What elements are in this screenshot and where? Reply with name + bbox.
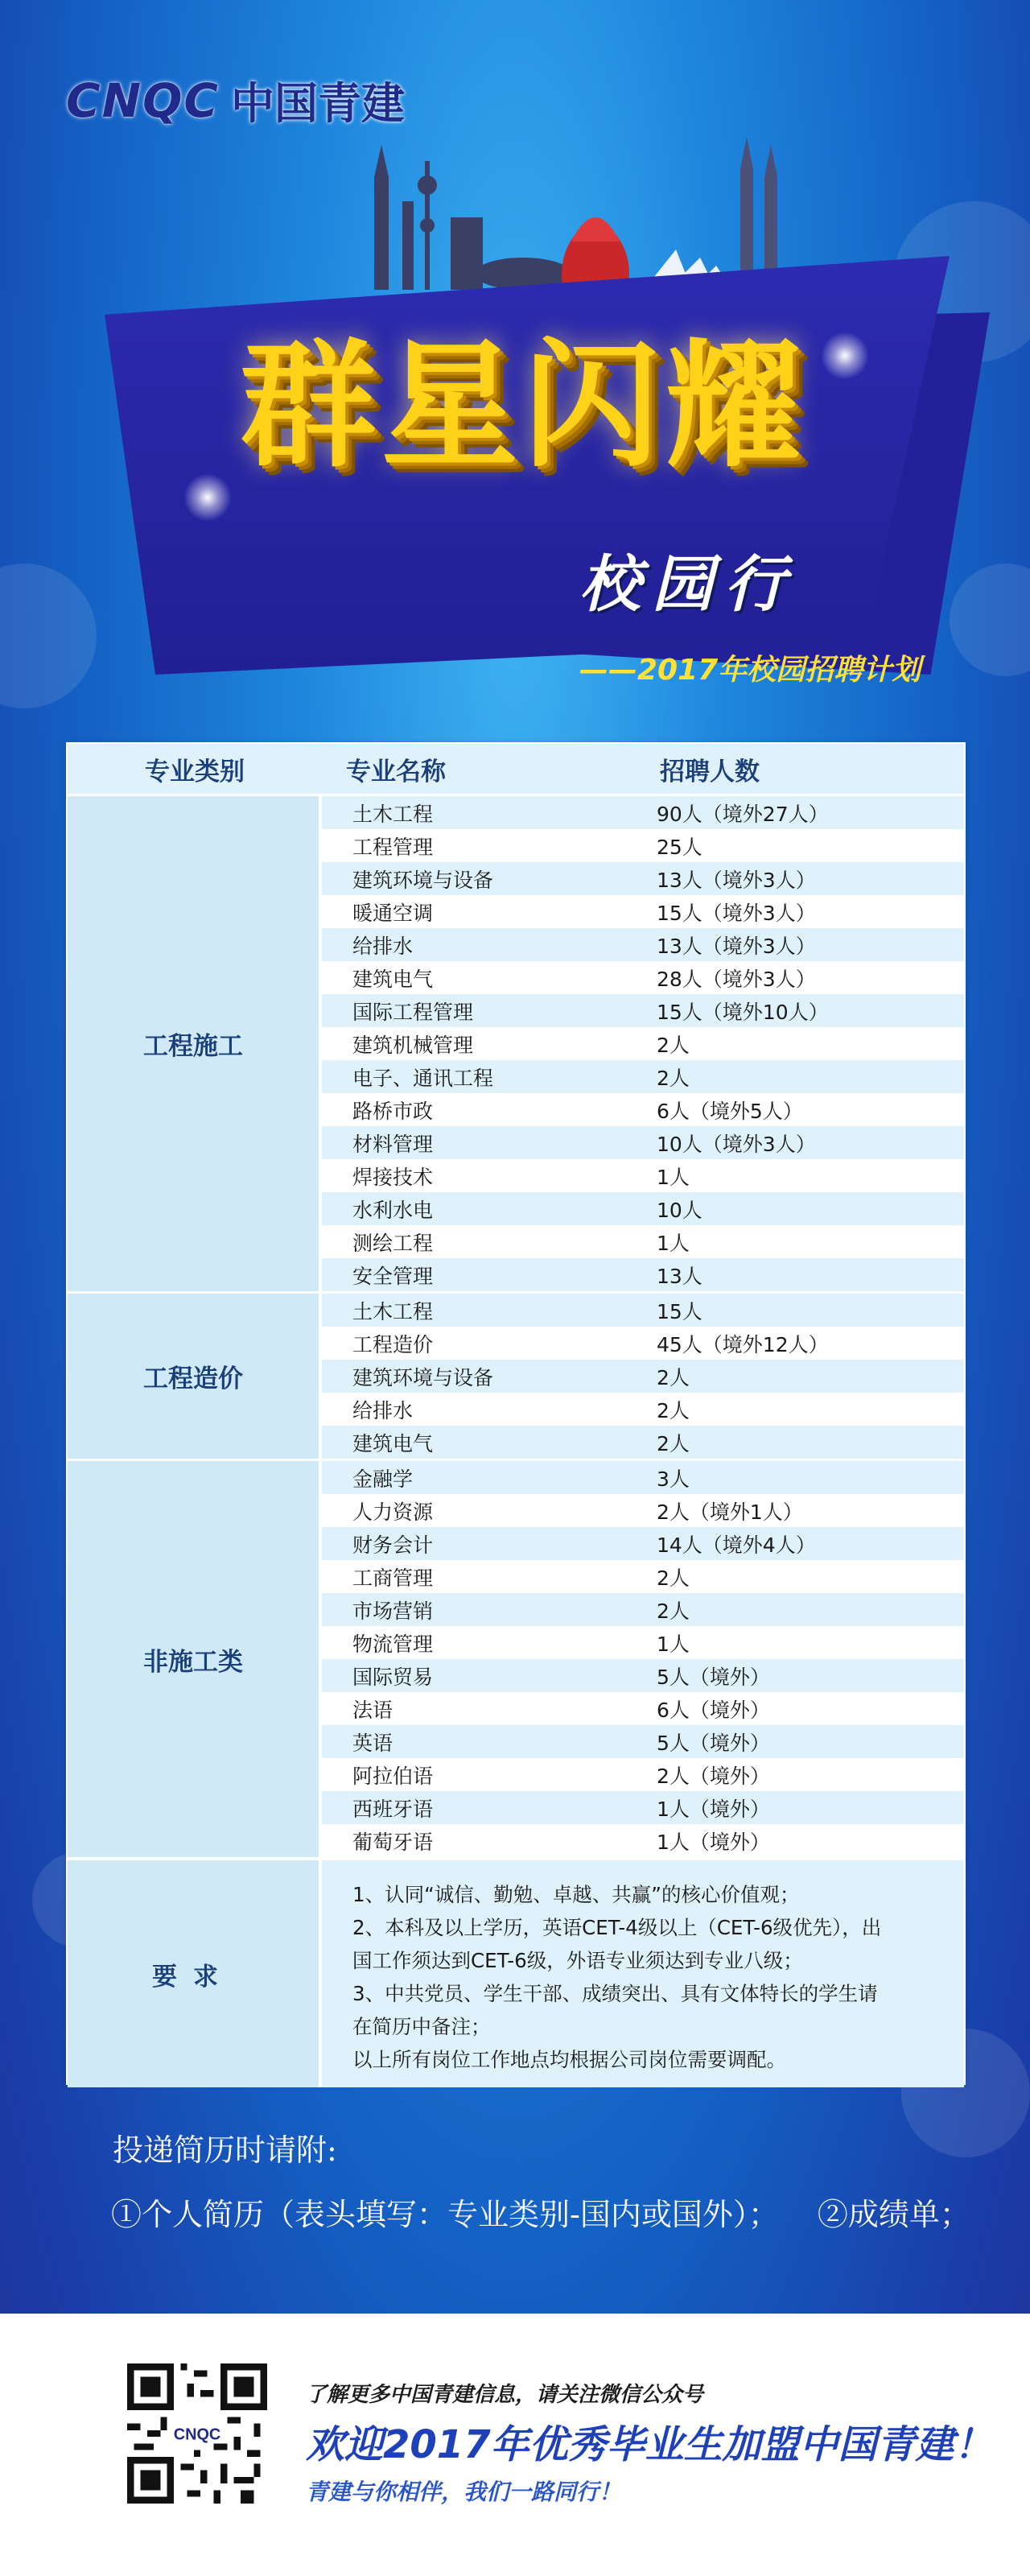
table-row [322, 961, 964, 994]
category-label: 工程施工 [68, 796, 322, 1291]
count-cell: 10人（境外3人） [657, 1132, 816, 1156]
count-cell: 5人（境外） [657, 1665, 770, 1689]
major-cell: 路桥市政 [352, 1099, 434, 1123]
banner-title: 群星闪耀 [239, 327, 806, 486]
major-cell: 葡萄牙语 [352, 1830, 434, 1854]
footer-follow-text: 了解更多中国青建信息，请关注微信公众号 [306, 2383, 704, 2407]
footer-slogan-text: 青建与你相伴，我们一路同行！ [306, 2479, 622, 2505]
header-major: 专业名称 [346, 757, 446, 786]
logo-name: 中国青建 [230, 78, 405, 129]
table-group-non-construction [68, 1459, 964, 1857]
qr-logo-text: CNQC [173, 2425, 221, 2444]
table-row [322, 1093, 964, 1126]
category-label: 非施工类 [68, 1461, 322, 1857]
count-cell: 2人 [657, 1398, 690, 1422]
count-cell: 1人（境外） [657, 1797, 770, 1821]
major-cell: 给排水 [352, 1398, 414, 1422]
city-skyline-icon [338, 129, 821, 290]
count-cell: 6人（境外5人） [657, 1099, 803, 1123]
table-row [322, 1225, 964, 1258]
major-cell: 建筑电气 [352, 967, 434, 991]
count-cell: 2人 [657, 1566, 690, 1590]
count-cell: 25人 [657, 835, 702, 859]
major-cell: 材料管理 [352, 1132, 434, 1156]
table-group-construction [68, 794, 964, 1291]
recruitment-table [66, 742, 966, 2085]
major-cell: 电子、通讯工程 [352, 1066, 494, 1090]
count-cell: 3人 [657, 1467, 690, 1491]
qr-code-icon[interactable] [127, 2363, 267, 2504]
table-row [322, 1159, 964, 1192]
requirement-line: 以上所有岗位工作地点均根据公司岗位需要调配。 [352, 2048, 786, 2071]
table-row [322, 1126, 964, 1159]
requirement-line: 国工作须达到CET-6级，外语专业须达到专业八级； [352, 1949, 803, 1972]
count-cell: 13人（境外3人） [657, 868, 816, 892]
count-cell: 1人（境外） [657, 1830, 770, 1854]
major-cell: 人力资源 [352, 1500, 434, 1524]
category-label: 工程造价 [68, 1294, 322, 1459]
major-cell: 建筑环境与设备 [352, 1365, 494, 1389]
count-cell: 2人 [657, 1599, 690, 1623]
table-row [322, 1659, 964, 1692]
footer [0, 2314, 1030, 2576]
banner-subtitle: 校园行 [579, 548, 797, 620]
major-cell: 土木工程 [352, 1299, 434, 1323]
major-cell: 焊接技术 [352, 1165, 434, 1189]
major-cell: 建筑环境与设备 [352, 868, 494, 892]
requirements-text [322, 1860, 964, 2087]
count-cell: 45人（境外12人） [657, 1332, 829, 1356]
table-row [322, 862, 964, 895]
count-cell: 2人（境外1人） [657, 1500, 803, 1524]
table-row [322, 1725, 964, 1758]
table-row [322, 928, 964, 961]
major-cell: 建筑电气 [352, 1431, 434, 1455]
footer-welcome-text: 欢迎2017年优秀毕业生加盟中国青建！ [306, 2422, 993, 2467]
table-row [322, 1060, 964, 1093]
major-cell: 市场营销 [352, 1599, 434, 1623]
table-row [322, 1593, 964, 1626]
bokeh-circle [950, 564, 1030, 676]
sparkle-icon [183, 473, 232, 522]
major-cell: 阿拉伯语 [352, 1764, 434, 1788]
apply-title: 投递简历时请附: [113, 2132, 337, 2168]
count-cell: 14人（境外4人） [657, 1533, 816, 1557]
count-cell: 13人（境外3人） [657, 934, 816, 958]
table-row [322, 829, 964, 862]
table-row [322, 1258, 964, 1291]
apply-item-resume: ①个人简历（表头填写：专业类别-国内或国外）； [111, 2197, 779, 2232]
major-cell: 金融学 [352, 1467, 414, 1491]
requirement-line: 在简历中备注； [352, 2015, 491, 2038]
major-cell: 工商管理 [352, 1566, 434, 1590]
table-row [322, 895, 964, 928]
count-cell: 13人 [657, 1264, 702, 1288]
header-count: 招聘人数 [660, 757, 760, 786]
count-cell: 10人 [657, 1198, 702, 1222]
table-row [322, 1393, 964, 1426]
major-cell: 英语 [352, 1731, 393, 1755]
count-cell: 6人（境外） [657, 1698, 770, 1722]
count-cell: 1人 [657, 1165, 690, 1189]
major-cell: 土木工程 [352, 802, 434, 826]
requirements-label: 要求 [68, 1860, 322, 2087]
major-cell: 给排水 [352, 934, 414, 958]
table-row [322, 1294, 964, 1327]
major-cell: 水利水电 [352, 1198, 434, 1222]
count-cell: 15人（境外3人） [657, 901, 816, 925]
sparkle-icon [821, 332, 869, 380]
table-row [322, 1192, 964, 1225]
table-row [322, 1626, 964, 1659]
major-cell: 国际工程管理 [352, 1000, 474, 1024]
count-cell: 1人 [657, 1632, 690, 1656]
table-row [322, 796, 964, 829]
major-cell: 法语 [352, 1698, 393, 1722]
major-cell: 安全管理 [352, 1264, 434, 1288]
table-row [322, 1527, 964, 1560]
count-cell: 15人 [657, 1299, 702, 1323]
table-row [322, 1824, 964, 1857]
table-row [322, 1560, 964, 1593]
count-cell: 28人（境外3人） [657, 967, 816, 991]
table-row [322, 1461, 964, 1494]
major-cell: 物流管理 [352, 1632, 434, 1656]
major-cell: 建筑机械管理 [352, 1033, 474, 1057]
table-row [322, 994, 964, 1027]
table-row [322, 1027, 964, 1060]
table-header [68, 744, 964, 794]
company-logo [66, 69, 405, 131]
major-cell: 财务会计 [352, 1533, 434, 1557]
bokeh-circle [0, 564, 97, 708]
table-group-cost [68, 1291, 964, 1459]
table-row [322, 1758, 964, 1791]
requirement-line: 2、本科及以上学历，英语CET-4级以上（CET-6级优先），出 [352, 1916, 882, 1939]
count-cell: 1人 [657, 1231, 690, 1255]
major-cell: 国际贸易 [352, 1665, 434, 1689]
table-row [322, 1360, 964, 1393]
table-row [322, 1426, 964, 1459]
apply-item-transcript: ②成绩单； [817, 2197, 970, 2232]
major-cell: 西班牙语 [352, 1797, 434, 1821]
count-cell: 2人 [657, 1033, 690, 1057]
major-cell: 工程管理 [352, 835, 434, 859]
requirement-line: 3、中共党员、学生干部、成绩突出、具有文体特长的学生请 [352, 1982, 878, 2005]
major-cell: 测绘工程 [352, 1231, 434, 1255]
count-cell: 2人 [657, 1431, 690, 1455]
count-cell: 5人（境外） [657, 1731, 770, 1755]
table-row [322, 1494, 964, 1527]
major-cell: 工程造价 [352, 1332, 434, 1356]
count-cell: 2人 [657, 1066, 690, 1090]
banner-tagline: ——2017年校园招聘计划 [579, 654, 921, 687]
table-row [322, 1327, 964, 1360]
major-cell: 暖通空调 [352, 901, 434, 925]
count-cell: 2人 [657, 1365, 690, 1389]
apply-items [111, 2190, 970, 2234]
requirements-section [68, 1857, 964, 2087]
count-cell: 2人（境外） [657, 1764, 770, 1788]
logo-mark: CNQC [66, 72, 220, 128]
requirement-line: 1、认同“诚信、勤勉、卓越、共赢”的核心价值观； [352, 1883, 800, 1906]
count-cell: 90人（境外27人） [657, 802, 829, 826]
header-category: 专业类别 [145, 757, 245, 786]
table-row [322, 1791, 964, 1824]
count-cell: 15人（境外10人） [657, 1000, 829, 1024]
table-row [322, 1692, 964, 1725]
